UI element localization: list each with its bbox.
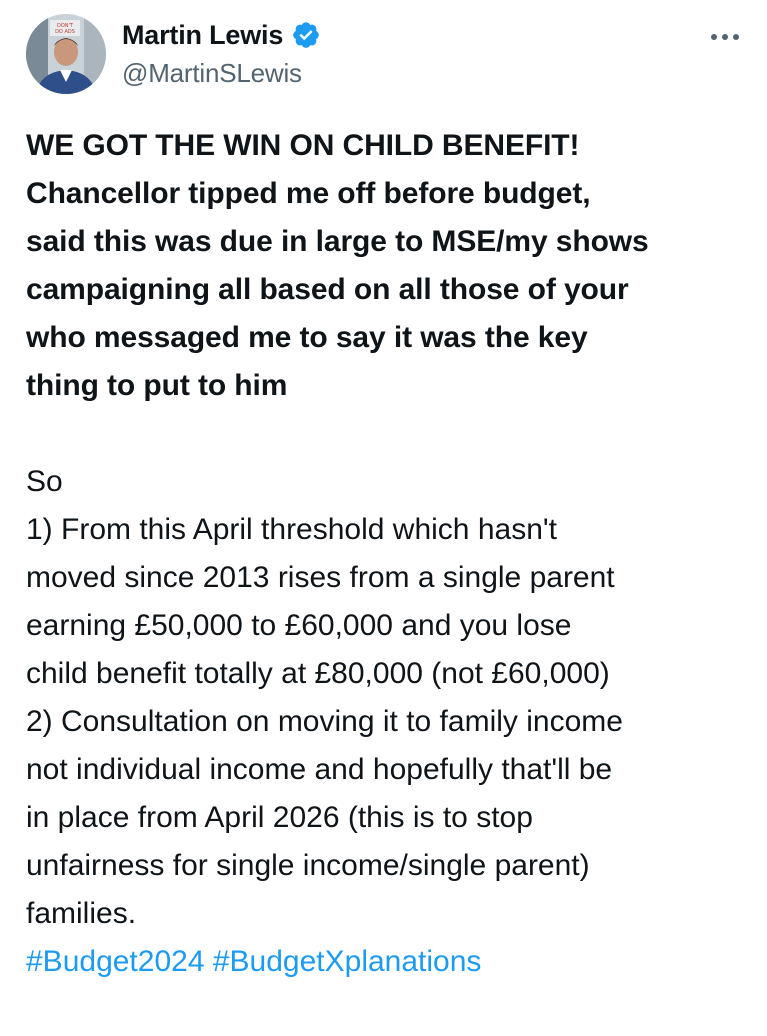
tweet-line: So: [26, 465, 63, 498]
hashtag-row: [26, 938, 750, 986]
author-block: [122, 16, 321, 89]
tweet-header: [26, 14, 747, 96]
tweet-line: families.: [26, 897, 137, 930]
avatar-photo-icon: [26, 14, 106, 94]
tweet-bold-line: campaigning all based on all those of your: [26, 273, 629, 306]
tweet-line: child benefit totally at £80,000 (not £60,000): [26, 657, 610, 690]
tweet-line: moved since 2013 rises from a single parent: [26, 561, 615, 594]
tweet-bold-line: WE GOT THE WIN ON CHILD BENEFIT!: [26, 129, 580, 162]
more-options-button[interactable]: [705, 22, 745, 52]
avatar-sign-text: DON'T: [57, 23, 73, 29]
tweet-line: 2) Consultation on moving it to family income: [26, 705, 623, 738]
name-row: [122, 16, 321, 54]
display-name[interactable]: Martin Lewis: [122, 19, 284, 50]
tweet-bold-line: thing to put to him: [26, 369, 288, 402]
tweet-bold-line: who messaged me to say it was the key: [26, 321, 588, 354]
tweet-line: 1) From this April threshold which hasn't: [26, 513, 557, 546]
svg-text:DO ADS: DO ADS: [55, 29, 75, 35]
tweet-line: earning £50,000 to £60,000 and you lose: [26, 609, 572, 642]
tweet-bold-line: Chancellor tipped me off before budget,: [26, 177, 591, 210]
paragraph-gap: [26, 410, 750, 458]
tweet-line: in place from April 2026 (this is to stop: [26, 801, 533, 834]
more-horizontal-icon: [709, 33, 741, 41]
verified-badge-icon[interactable]: [291, 20, 321, 50]
hashtag-link-budgetxplanations[interactable]: #BudgetXplanations: [212, 945, 482, 978]
tweet-line: unfairness for single income/single parent): [26, 849, 590, 882]
tweet-text: [26, 122, 750, 986]
tweet-bold-line: said this was due in large to MSE/my shows: [26, 225, 649, 258]
hashtag-link-budget2024[interactable]: #Budget2024: [26, 945, 205, 978]
avatar[interactable]: [26, 14, 106, 94]
handle[interactable]: @MartinSLewis: [122, 58, 302, 88]
tweet-line: not individual income and hopefully that'll be: [26, 753, 613, 786]
